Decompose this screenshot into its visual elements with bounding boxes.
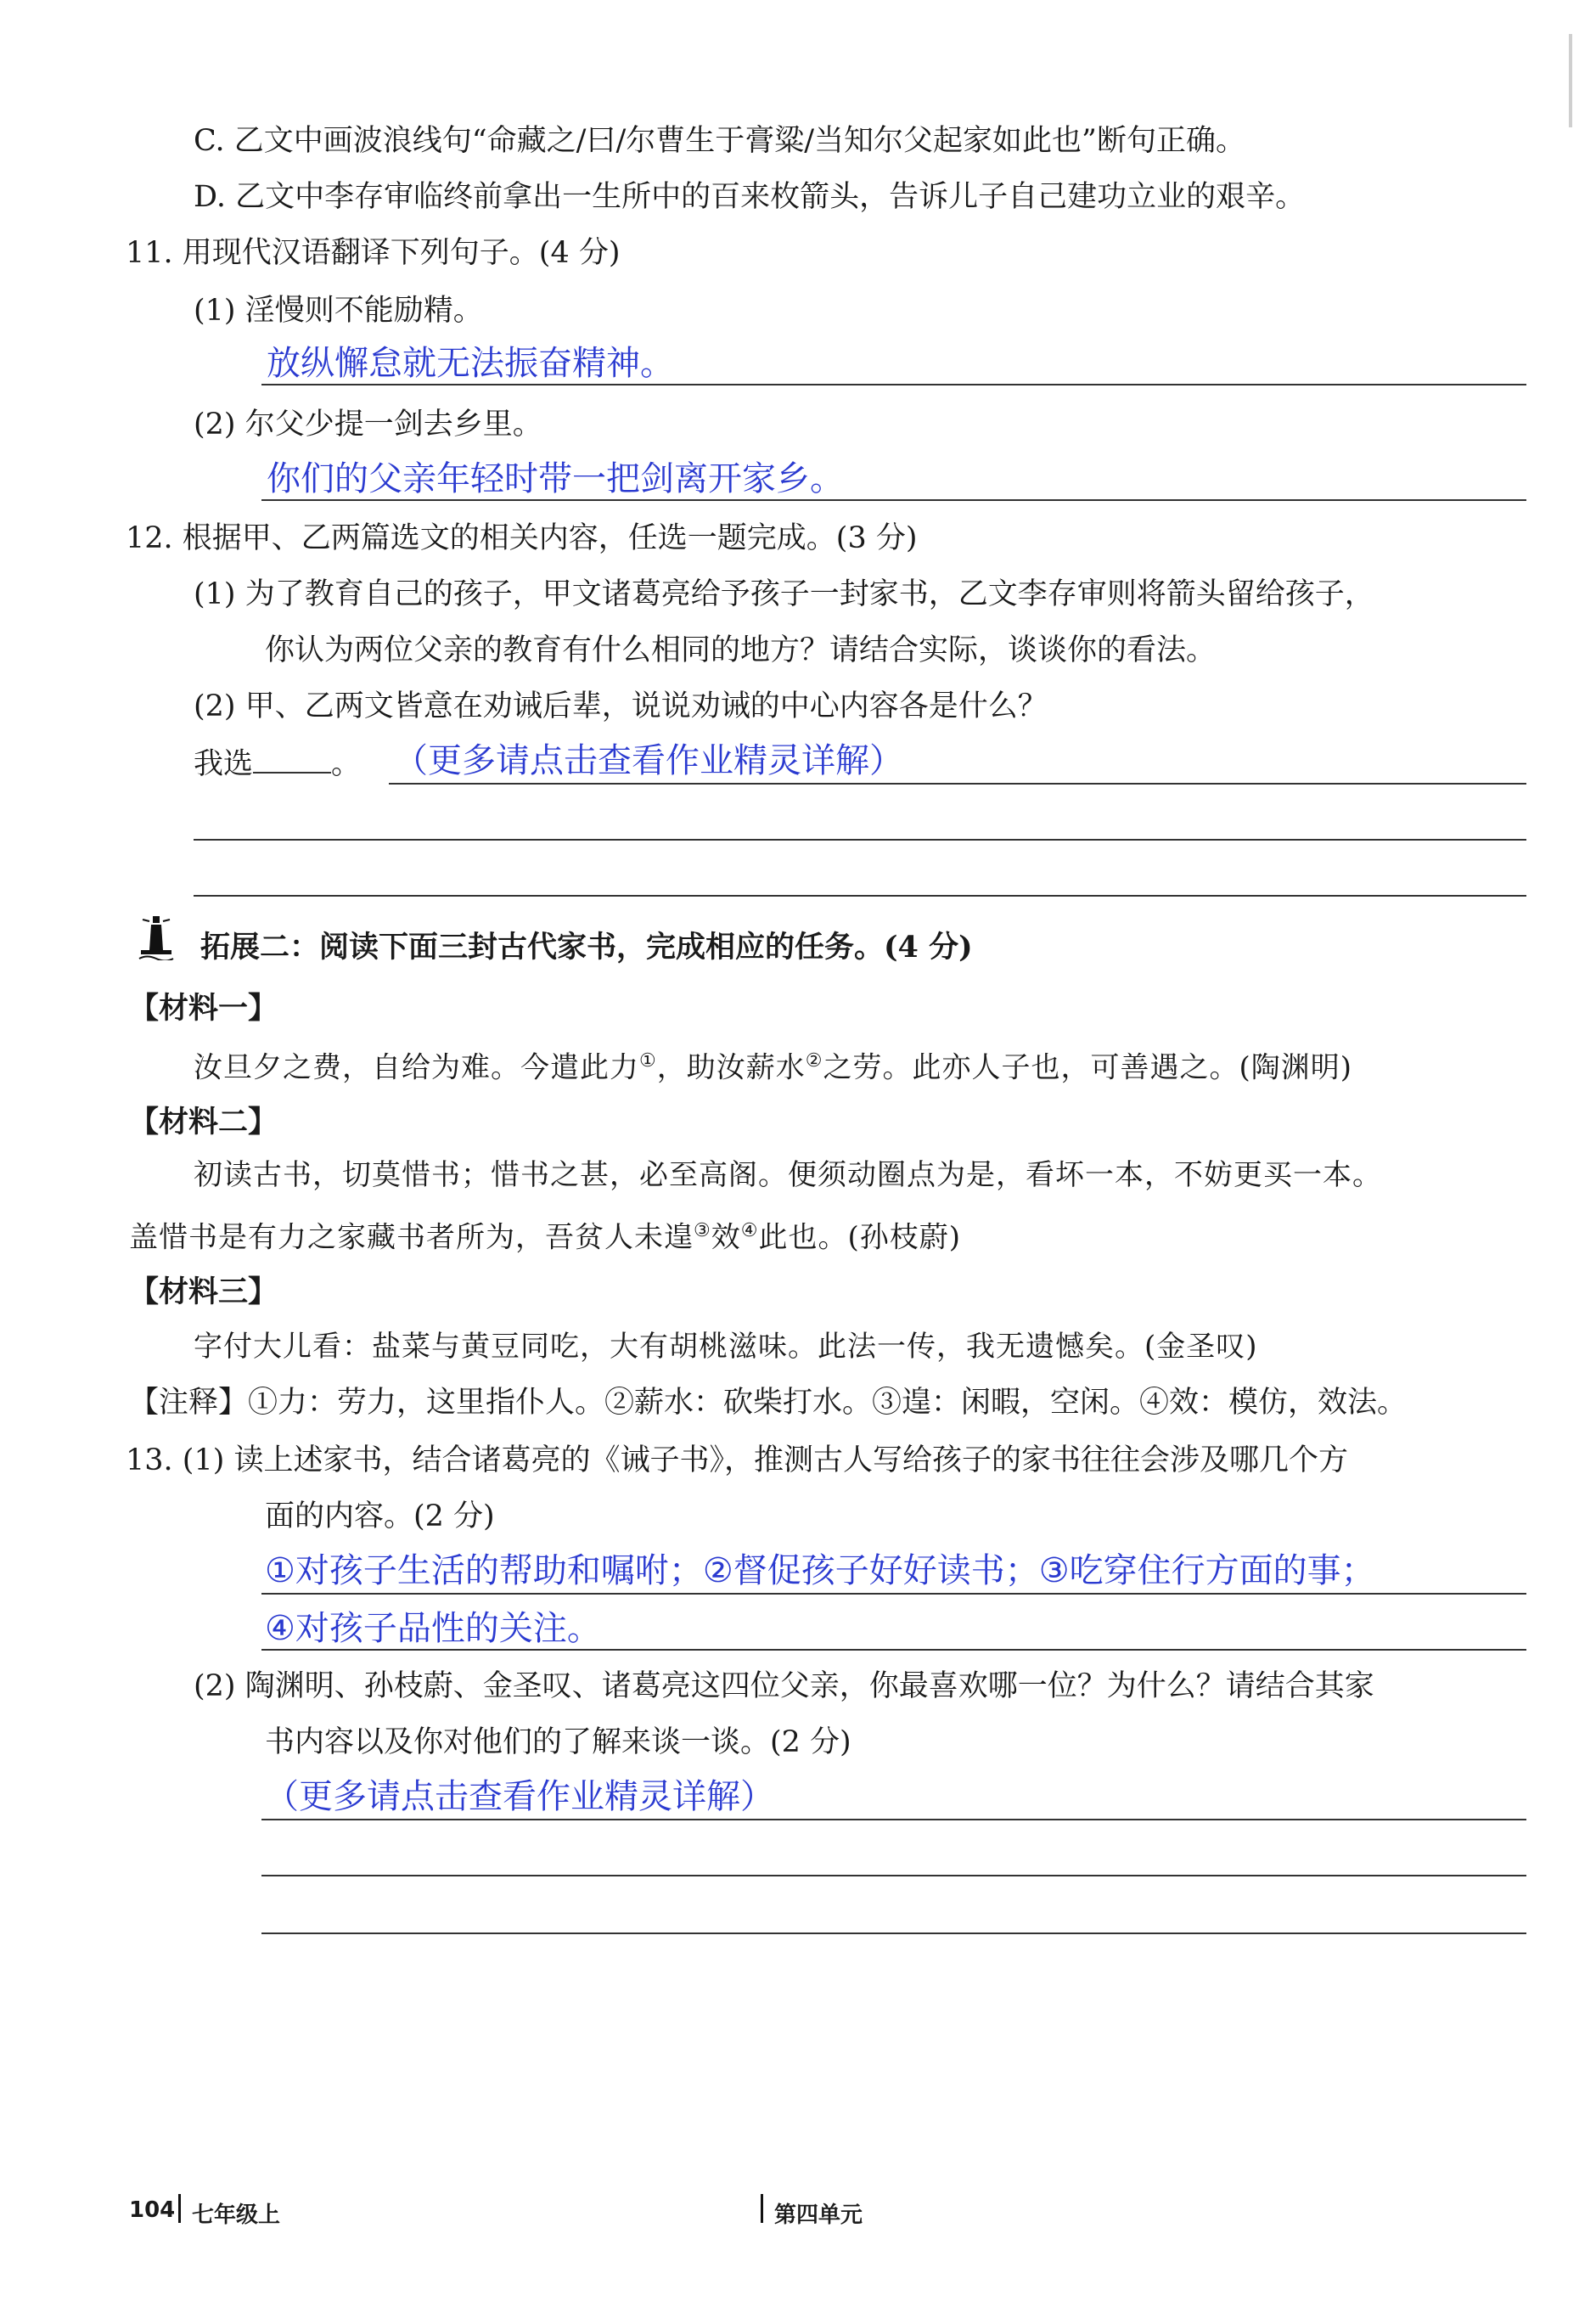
answer-line [261,1649,1526,1651]
material-2-part-a: 盖惜书是有力之家藏书者所为，吾贫人未遑 [129,1220,694,1255]
footnote-marker: ② [805,1050,823,1072]
answer-line [261,1819,1526,1820]
choice-blank[interactable] [253,746,331,774]
material-1-part-b: ，助汝薪水 [656,1050,806,1085]
answer-line [194,895,1526,897]
answer-line [261,1593,1526,1595]
answer-line [261,384,1526,385]
footnote-marker: ④ [740,1220,759,1241]
footer-divider [761,2194,763,2223]
answer-line [261,1933,1526,1934]
footer-unit: 第四单元 [774,2203,863,2228]
answer-line [389,783,1526,785]
q11-item1: (1) 淫慢则不能励精。 [194,294,483,328]
footnote-marker: ① [639,1050,657,1072]
answer-line [194,839,1526,841]
q13-answer-line2: ④对孩子品性的关注。 [265,1609,601,1648]
material-2-line2 [129,1211,961,1257]
answer-line [261,1875,1526,1876]
material-3-text: 字付大儿看：盐菜与黄豆同吃，大有胡桃滋味。此法一传，我无遗憾矣。(金圣叹) [194,1330,1258,1364]
q11-item2: (2) 尔父少提一剑去乡里。 [194,408,542,442]
q12-stem: 12. 根据甲、乙两篇选文的相关内容，任选一题完成。(3 分) [126,521,918,555]
q11-stem: 11. 用现代汉语翻译下列句子。(4 分) [126,236,621,270]
material-2-part-b: 效 [711,1220,741,1255]
q12-item1-line1: (1) 为了教育自己的孩子，甲文诸葛亮给予孩子一封家书，乙文李存审则将箭头留给孩子， [194,577,1374,611]
material-2-part-c: 此也。(孙枝蔚) [758,1220,961,1255]
extension-title: 拓展二：阅读下面三封古代家书，完成相应的任务。(4 分) [200,930,973,965]
q11-answer1: 放纵懈怠就无法振奋精神。 [267,344,674,383]
page-number: 104 [129,2197,176,2223]
footnote-marker: ③ [694,1220,711,1241]
material-1-part-c: 之劳。此亦人子也，可善遇之。(陶渊明) [823,1050,1352,1085]
lighthouse-icon [138,913,175,960]
footer-divider [178,2194,181,2223]
material-2-line1: 初读古书，切莫惜书；惜书之甚，必至高阁。便须动圈点为是，看坏一本，不妨更买一本。 [194,1158,1382,1192]
option-c: C. 乙文中画波浪线句“命藏之/曰/尔曹生于膏粱/当知尔父起家如此也”断句正确。 [194,124,1245,158]
q13-answer-line1: ①对孩子生活的帮助和嘱咐；②督促孩子好好读书；③吃穿住行方面的事； [265,1551,1375,1590]
q12-item1-line2: 你认为两位父亲的教育有什么相同的地方？请结合实际，谈谈你的看法。 [265,633,1217,667]
material-2-label: 【材料二】 [129,1105,278,1139]
material-1-text [194,1041,1352,1088]
q12-choose-label: 我选 [194,747,254,781]
q13-answer2: （更多请点击查看作业精灵详解） [265,1777,774,1816]
q11-answer2: 你们的父亲年轻时带一把剑离开家乡。 [267,459,844,498]
q12-answer: （更多请点击查看作业精灵详解） [394,741,903,780]
material-1-part-a: 汝旦夕之费，自给为难。今遣此力 [194,1050,639,1085]
q13-item2-line1: (2) 陶渊明、孙枝蔚、金圣叹、诸葛亮这四位父亲，你最喜欢哪一位？为什么？请结合其家 [194,1669,1374,1703]
material-3-label: 【材料三】 [129,1274,278,1309]
q12-choose [194,744,361,785]
annotation-note: 【注释】①力：劳力，这里指仆人。②薪水：砍柴打水。③遑：闲暇，空闲。④效：模仿，效法。 [129,1386,1408,1420]
option-d: D. 乙文中李存审临终前拿出一生所中的百来枚箭头，告诉儿子自己建功立业的艰辛。 [194,180,1306,214]
q12-item2: (2) 甲、乙两文皆意在劝诫后辈，说说劝诫的中心内容各是什么？ [194,689,1048,723]
footer-grade: 七年级上 [192,2203,281,2228]
q12-choose-suffix: 。 [331,747,362,781]
answer-line [261,499,1526,501]
page-edge-shadow [1569,34,1572,127]
q13-stem-line2: 面的内容。(2 分) [265,1499,495,1533]
q13-stem-line1: 13. (1) 读上述家书，结合诸葛亮的《诫子书》，推测古人写给孩子的家书往往会涉及哪几个方 [126,1443,1348,1477]
q13-item2-line2: 书内容以及你对他们的了解来谈一谈。(2 分) [265,1725,851,1759]
material-1-label: 【材料一】 [129,991,278,1026]
